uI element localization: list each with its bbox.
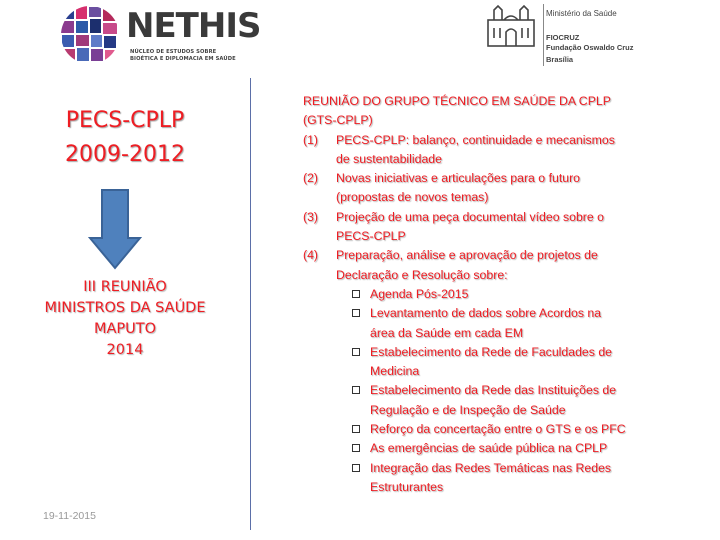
checkbox-bullet-icon	[352, 309, 360, 317]
agenda-item	[269, 246, 709, 285]
agenda-subitem-line2: Regulação e de Inspeção de Saúde	[370, 402, 566, 417]
fiocruz-foundation: Fundação Oswaldo Cruz	[546, 43, 634, 52]
agenda	[269, 92, 709, 497]
agenda-subitem	[269, 420, 709, 439]
pecs-title	[20, 104, 230, 172]
agenda-subitem-line1: Integração das Redes Temáticas nas Redes	[370, 460, 612, 475]
agenda-item-line2: Declaração e Resolução sobre:	[336, 267, 508, 282]
fiocruz-city: Brasília	[546, 55, 574, 64]
agenda-item	[269, 169, 709, 208]
fiocruz-ministry-text: Ministério da Saúde	[546, 9, 617, 18]
checkbox-bullet-icon	[352, 444, 360, 452]
agenda-item	[269, 208, 709, 247]
agenda-subitem	[269, 304, 709, 343]
down-arrow-icon	[88, 188, 142, 270]
slide-date: 19-11-2015	[43, 510, 96, 522]
agenda-item	[269, 131, 709, 170]
fiocruz-name: FIOCRUZ	[546, 33, 580, 42]
pecs-title-line2: 2009-2012	[65, 142, 185, 167]
agenda-subitem-line1: Agenda Pós-2015	[370, 286, 469, 301]
fiocruz-divider	[543, 4, 544, 66]
agenda-subitem-line2: Medicina	[370, 364, 420, 379]
agenda-item-line1: Novas iniciativas e articulações para o futuro	[336, 171, 581, 186]
meeting-line1: III REUNIÃO	[83, 279, 167, 295]
agenda-item-line1: Preparação, análise e aprovação de projetos de	[336, 248, 598, 263]
agenda-item-line2: de sustentabilidade	[336, 151, 442, 166]
agenda-item-number: (4)	[303, 248, 319, 263]
agenda-subitem-line1: Estabelecimento da Rede das Instituições de	[370, 383, 617, 398]
agenda-item-line1: PECS-CPLP: balanço, continuidade e mecanismos	[336, 132, 615, 147]
agenda-subitem-line1: As emergências de saúde pública na CPLP	[370, 441, 608, 456]
checkbox-bullet-icon	[352, 425, 360, 433]
vertical-divider	[250, 78, 251, 530]
agenda-subitem-line1: Reforço da concertação entre o GTS e os PFC	[370, 422, 626, 437]
nethis-wordmark: NETHIS	[126, 6, 261, 46]
agenda-subitem	[269, 343, 709, 382]
meeting-line4: 2014	[106, 342, 144, 358]
agenda-heading	[269, 92, 709, 131]
fiocruz-logo	[484, 0, 664, 70]
nethis-subtitle-line2: BIOÉTICA E DIPLOMACIA EM SAÚDE	[130, 56, 236, 62]
agenda-subitem-line2: Estruturantes	[370, 479, 444, 494]
agenda-subitem	[269, 285, 709, 304]
agenda-item-number: (3)	[303, 209, 319, 224]
agenda-item-line2: (propostas de novos temas)	[336, 190, 489, 205]
nethis-subtitle-line1: NÚCLEO DE ESTUDOS SOBRE	[130, 49, 217, 55]
pecs-title-line1: PECS-CPLP	[65, 108, 185, 133]
checkbox-bullet-icon	[352, 386, 360, 394]
agenda-subitem	[269, 459, 709, 498]
agenda-subitem-line2: área da Saúde em cada EM	[370, 325, 524, 340]
agenda-subitem-line1: Levantamento de dados sobre Acordos na	[370, 306, 602, 321]
agenda-heading-line1: REUNIÃO DO GRUPO TÉCNICO EM SAÚDE DA CPLP	[303, 94, 611, 108]
agenda-subitem	[269, 381, 709, 420]
agenda-subitem	[269, 439, 709, 458]
agenda-subitem-line1: Estabelecimento da Rede de Faculdades de	[370, 344, 612, 359]
agenda-item-line1: Projeção de uma peça documental vídeo sobre o	[336, 209, 604, 224]
checkbox-bullet-icon	[352, 290, 360, 298]
agenda-item-number: (1)	[303, 132, 319, 147]
fiocruz-building-icon	[484, 2, 538, 50]
ministers-meeting	[15, 277, 235, 361]
checkbox-bullet-icon	[352, 348, 360, 356]
nethis-mosaic-icon	[58, 4, 122, 66]
agenda-item-line2: PECS-CPLP	[336, 229, 406, 244]
nethis-logo	[58, 4, 261, 66]
meeting-line2: MINISTROS DA SAÚDE	[44, 300, 206, 316]
meeting-line3: MAPUTO	[93, 321, 157, 337]
agenda-item-number: (2)	[303, 171, 319, 186]
agenda-heading-line2: (GTS-CPLP)	[303, 113, 373, 128]
checkbox-bullet-icon	[352, 464, 360, 472]
